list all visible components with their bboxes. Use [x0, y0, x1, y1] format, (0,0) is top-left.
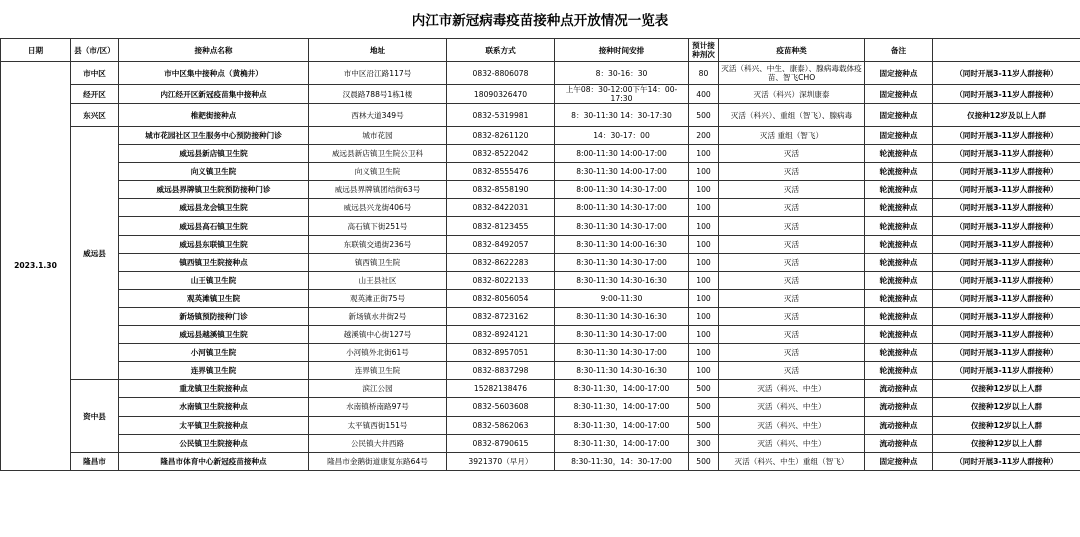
cell-hours: 8:00-11:30 14:30-17:00 — [555, 199, 689, 217]
table-row — [1, 307, 1080, 325]
date-cell: 2023.1.30 — [1, 62, 71, 471]
cell-vaccine: 灭活（科兴、中生） — [719, 434, 865, 452]
cell-address: 越溪镇中心街127号 — [309, 326, 447, 344]
county-cell: 隆昌市 — [71, 452, 119, 470]
page-title: 内江市新冠病毒疫苗接种点开放情况一览表 — [0, 0, 1080, 39]
cell-site: 向义镇卫生院 — [119, 163, 309, 181]
cell-hours: 8:30-11:30，14:00-17:00 — [555, 380, 689, 398]
cell-hours: 8:30-11:30，14:00-17:00 — [555, 416, 689, 434]
cell-capacity: 100 — [689, 181, 719, 199]
cell-contact: 0832-8492057 — [447, 235, 555, 253]
table-row — [1, 163, 1080, 181]
cell-note: 轮流接种点 — [865, 362, 933, 380]
cell-address: 东联镇交通街236号 — [309, 235, 447, 253]
cell-contact: 0832-8790615 — [447, 434, 555, 452]
cell-address: 小河镇外北街61号 — [309, 344, 447, 362]
cell-site: 小河镇卫生院 — [119, 344, 309, 362]
county-cell: 经开区 — [71, 85, 119, 104]
cell-address: 威远县新店镇卫生院公卫科 — [309, 145, 447, 163]
cell-hours: 8:00-11:30 14:30-17:00 — [555, 181, 689, 199]
table-row — [1, 85, 1080, 104]
cell-vaccine: 灭活 — [719, 271, 865, 289]
cell-site: 水南镇卫生院接种点 — [119, 398, 309, 416]
cell-note: 轮流接种点 — [865, 145, 933, 163]
cell-address: 水南镇桥南路97号 — [309, 398, 447, 416]
cell-vaccine: 灭活 — [719, 307, 865, 325]
table-row — [1, 416, 1080, 434]
cell-hours: 14：30-17：00 — [555, 127, 689, 145]
table-row — [1, 344, 1080, 362]
cell-extra: （同时开展3-11岁人群接种） — [933, 271, 1080, 289]
cell-hours: 9:00-11:30 — [555, 289, 689, 307]
cell-site: 市中区集中接种点（黄桷井） — [119, 62, 309, 85]
cell-note: 轮流接种点 — [865, 289, 933, 307]
cell-site: 威远县东联镇卫生院 — [119, 235, 309, 253]
cell-site: 太平镇卫生院接种点 — [119, 416, 309, 434]
cell-contact: 0832-8555476 — [447, 163, 555, 181]
cell-extra: （同时开展3-11岁人群接种） — [933, 452, 1080, 470]
cell-extra: 仅接种12岁以上人群 — [933, 434, 1080, 452]
header-capacity: 预计接种剂次 — [689, 39, 719, 62]
cell-capacity: 100 — [689, 271, 719, 289]
cell-address: 市中区沿江路117号 — [309, 62, 447, 85]
cell-note: 轮流接种点 — [865, 271, 933, 289]
header-date: 日期 — [1, 39, 71, 62]
cell-hours: 8:30-11:30，14:00-17:00 — [555, 434, 689, 452]
cell-site: 椎耙街接种点 — [119, 104, 309, 127]
cell-address: 隆昌市金鹅街道康复东路64号 — [309, 452, 447, 470]
cell-address: 威远县兴龙街406号 — [309, 199, 447, 217]
cell-address: 高石镇下街251号 — [309, 217, 447, 235]
cell-address: 新场镇水井街2号 — [309, 307, 447, 325]
header-vaccine: 疫苗种类 — [719, 39, 865, 62]
cell-address: 城市花园 — [309, 127, 447, 145]
cell-capacity: 100 — [689, 326, 719, 344]
cell-capacity: 100 — [689, 344, 719, 362]
cell-note: 轮流接种点 — [865, 326, 933, 344]
cell-note: 固定接种点 — [865, 104, 933, 127]
cell-contact: 0832-8622283 — [447, 253, 555, 271]
cell-site: 观英滩镇卫生院 — [119, 289, 309, 307]
cell-extra: （同时开展3-11岁人群接种） — [933, 127, 1080, 145]
table-row — [1, 271, 1080, 289]
cell-site: 隆昌市体育中心新冠疫苗接种点 — [119, 452, 309, 470]
table-row — [1, 199, 1080, 217]
cell-address: 太平镇西街151号 — [309, 416, 447, 434]
cell-hours: 8:30-11:30 14:00-16:30 — [555, 235, 689, 253]
cell-extra: （同时开展3-11岁人群接种） — [933, 253, 1080, 271]
cell-contact: 0832-8422031 — [447, 199, 555, 217]
cell-address: 滨江公园 — [309, 380, 447, 398]
cell-hours: 8:30-11:30 14:00-17:00 — [555, 163, 689, 181]
cell-capacity: 100 — [689, 289, 719, 307]
cell-extra: （同时开展3-11岁人群接种） — [933, 62, 1080, 85]
cell-vaccine: 灭活（科兴、中生） — [719, 398, 865, 416]
table-row — [1, 362, 1080, 380]
cell-extra: 仅接种12岁以上人群 — [933, 416, 1080, 434]
cell-address: 威远县界牌镇团结街63号 — [309, 181, 447, 199]
vaccination-sites-table — [0, 38, 1080, 471]
cell-capacity: 100 — [689, 253, 719, 271]
header-hours: 接种时间安排 — [555, 39, 689, 62]
cell-capacity: 80 — [689, 62, 719, 85]
cell-vaccine: 灭活 — [719, 217, 865, 235]
cell-vaccine: 灭活 重组（智飞） — [719, 127, 865, 145]
table-body — [1, 62, 1080, 471]
cell-address: 向义镇卫生院 — [309, 163, 447, 181]
cell-capacity: 500 — [689, 398, 719, 416]
cell-extra: （同时开展3-11岁人群接种） — [933, 326, 1080, 344]
cell-note: 流动接种点 — [865, 416, 933, 434]
cell-note: 固定接种点 — [865, 452, 933, 470]
cell-contact: 0832-8022133 — [447, 271, 555, 289]
cell-vaccine: 灭活（科兴、中生） — [719, 416, 865, 434]
cell-extra: （同时开展3-11岁人群接种） — [933, 145, 1080, 163]
cell-hours: 8:30-11:30 14:30-17:00 — [555, 253, 689, 271]
cell-address: 山王县社区 — [309, 271, 447, 289]
cell-note: 轮流接种点 — [865, 217, 933, 235]
cell-hours: 8：30-11:30 14：30-17:30 — [555, 104, 689, 127]
cell-capacity: 500 — [689, 104, 719, 127]
cell-site: 山王镇卫生院 — [119, 271, 309, 289]
cell-site: 公民镇卫生院接种点 — [119, 434, 309, 452]
cell-contact: 0832-5319981 — [447, 104, 555, 127]
cell-contact: 0832-8924121 — [447, 326, 555, 344]
cell-extra: （同时开展3-11岁人群接种） — [933, 163, 1080, 181]
cell-hours: 8:00-11:30 14:00-17:00 — [555, 145, 689, 163]
cell-vaccine: 灭活 — [719, 289, 865, 307]
cell-hours: 8:30-11:30 14:30-17:00 — [555, 217, 689, 235]
cell-site: 威远县新店镇卫生院 — [119, 145, 309, 163]
cell-vaccine: 灭活 — [719, 181, 865, 199]
cell-address: 汉晨路788号1栋1楼 — [309, 85, 447, 104]
cell-extra: （同时开展3-11岁人群接种） — [933, 217, 1080, 235]
cell-capacity: 200 — [689, 127, 719, 145]
cell-site: 重龙镇卫生院接种点 — [119, 380, 309, 398]
cell-contact: 0832-8123455 — [447, 217, 555, 235]
cell-site: 城市花园社区卫生服务中心预防接种门诊 — [119, 127, 309, 145]
cell-note: 轮流接种点 — [865, 307, 933, 325]
cell-vaccine: 灭活 — [719, 362, 865, 380]
cell-note: 轮流接种点 — [865, 163, 933, 181]
table-row — [1, 181, 1080, 199]
county-cell: 威远县 — [71, 127, 119, 380]
cell-contact: 0832-5603608 — [447, 398, 555, 416]
cell-vaccine: 灭活 — [719, 199, 865, 217]
cell-capacity: 100 — [689, 235, 719, 253]
table-row — [1, 326, 1080, 344]
table-row — [1, 235, 1080, 253]
table-row — [1, 217, 1080, 235]
cell-contact: 3921370（早月） — [447, 452, 555, 470]
cell-vaccine: 灭活（科兴）、重组（智飞）、腺病毒 — [719, 104, 865, 127]
cell-note: 固定接种点 — [865, 85, 933, 104]
cell-vaccine: 灭活（科兴）深圳康泰 — [719, 85, 865, 104]
cell-extra: （同时开展3-11岁人群接种） — [933, 181, 1080, 199]
cell-hours: 8:30-11:30 14:30-17:00 — [555, 344, 689, 362]
cell-capacity: 100 — [689, 217, 719, 235]
cell-capacity: 100 — [689, 362, 719, 380]
cell-capacity: 500 — [689, 452, 719, 470]
table-row — [1, 127, 1080, 145]
cell-contact: 0832-8837298 — [447, 362, 555, 380]
header-address: 地址 — [309, 39, 447, 62]
cell-vaccine: 灭活 — [719, 145, 865, 163]
cell-note: 流动接种点 — [865, 398, 933, 416]
table-row — [1, 434, 1080, 452]
cell-vaccine: 灭活 — [719, 235, 865, 253]
cell-site: 新场镇预防接种门诊 — [119, 307, 309, 325]
table-row — [1, 289, 1080, 307]
cell-note: 流动接种点 — [865, 380, 933, 398]
header-note: 备注 — [865, 39, 933, 62]
cell-extra: 仅接种12岁及以上人群 — [933, 104, 1080, 127]
cell-note: 轮流接种点 — [865, 235, 933, 253]
cell-hours: 8:30-11:30 14:30-16:30 — [555, 307, 689, 325]
cell-address: 西林大道349号 — [309, 104, 447, 127]
table-row — [1, 398, 1080, 416]
header-row — [1, 39, 1080, 62]
cell-note: 流动接种点 — [865, 434, 933, 452]
cell-vaccine: 灭活（科兴、中生）重组（智飞） — [719, 452, 865, 470]
cell-extra: （同时开展3-11岁人群接种） — [933, 307, 1080, 325]
cell-note: 轮流接种点 — [865, 199, 933, 217]
header-county: 县（市/区） — [71, 39, 119, 62]
cell-contact: 0832-8261120 — [447, 127, 555, 145]
cell-vaccine: 灭活 — [719, 253, 865, 271]
cell-address: 公民镇大井西路 — [309, 434, 447, 452]
county-cell: 东兴区 — [71, 104, 119, 127]
county-cell: 资中县 — [71, 380, 119, 452]
cell-note: 固定接种点 — [865, 62, 933, 85]
cell-vaccine: 灭活（科兴、中生、康泰）、腺病毒载体疫苗、智飞CHO — [719, 62, 865, 85]
table-row — [1, 62, 1080, 85]
cell-capacity: 100 — [689, 145, 719, 163]
cell-site: 威远县龙会镇卫生院 — [119, 199, 309, 217]
cell-contact: 0832-5862063 — [447, 416, 555, 434]
cell-vaccine: 灭活 — [719, 344, 865, 362]
cell-note: 固定接种点 — [865, 127, 933, 145]
cell-capacity: 100 — [689, 199, 719, 217]
cell-address: 镇西镇卫生院 — [309, 253, 447, 271]
cell-extra: （同时开展3-11岁人群接种） — [933, 235, 1080, 253]
cell-vaccine: 灭活 — [719, 163, 865, 181]
cell-note: 轮流接种点 — [865, 181, 933, 199]
cell-hours: 上午08：30-12:00下午14：00-17:30 — [555, 85, 689, 104]
table-row — [1, 253, 1080, 271]
cell-capacity: 500 — [689, 380, 719, 398]
cell-extra: （同时开展3-11岁人群接种） — [933, 199, 1080, 217]
cell-note: 轮流接种点 — [865, 344, 933, 362]
cell-site: 内江经开区新冠疫苗集中接种点 — [119, 85, 309, 104]
cell-contact: 0832-8723162 — [447, 307, 555, 325]
cell-capacity: 100 — [689, 163, 719, 181]
cell-capacity: 500 — [689, 416, 719, 434]
cell-hours: 8:30-11:30 14:30-16:30 — [555, 271, 689, 289]
cell-hours: 8:30-11:30，14：30-17:00 — [555, 452, 689, 470]
cell-capacity: 300 — [689, 434, 719, 452]
cell-extra: 仅接种12岁以上人群 — [933, 380, 1080, 398]
cell-site: 威远县高石镇卫生院 — [119, 217, 309, 235]
cell-site: 威远县界牌镇卫生院预防接种门诊 — [119, 181, 309, 199]
cell-address: 观英滩正街75号 — [309, 289, 447, 307]
header-site: 接种点名称 — [119, 39, 309, 62]
table-row — [1, 145, 1080, 163]
cell-extra: （同时开展3-11岁人群接种） — [933, 289, 1080, 307]
cell-address: 连界镇卫生院 — [309, 362, 447, 380]
cell-capacity: 100 — [689, 307, 719, 325]
cell-vaccine: 灭活 — [719, 326, 865, 344]
cell-extra: （同时开展3-11岁人群接种） — [933, 85, 1080, 104]
cell-contact: 0832-8558190 — [447, 181, 555, 199]
cell-contact: 0832-8806078 — [447, 62, 555, 85]
cell-vaccine: 灭活（科兴、中生） — [719, 380, 865, 398]
cell-extra: 仅接种12岁以上人群 — [933, 398, 1080, 416]
cell-hours: 8：30-16：30 — [555, 62, 689, 85]
header-extra — [933, 39, 1080, 62]
cell-contact: 18090326470 — [447, 85, 555, 104]
cell-note: 轮流接种点 — [865, 253, 933, 271]
table-row — [1, 380, 1080, 398]
cell-site: 连界镇卫生院 — [119, 362, 309, 380]
cell-contact: 0832-8957051 — [447, 344, 555, 362]
header-contact: 联系方式 — [447, 39, 555, 62]
cell-site: 威远县越溪镇卫生院 — [119, 326, 309, 344]
cell-extra: （同时开展3-11岁人群接种） — [933, 362, 1080, 380]
cell-site: 镇西镇卫生院接种点 — [119, 253, 309, 271]
table-row — [1, 104, 1080, 127]
cell-hours: 8:30-11:30 14:30-17:00 — [555, 326, 689, 344]
cell-extra: （同时开展3-11岁人群接种） — [933, 344, 1080, 362]
cell-contact: 15282138476 — [447, 380, 555, 398]
county-cell: 市中区 — [71, 62, 119, 85]
cell-hours: 8:30-11:30 14:30-16:30 — [555, 362, 689, 380]
cell-contact: 0832-8056054 — [447, 289, 555, 307]
cell-capacity: 400 — [689, 85, 719, 104]
cell-contact: 0832-8522042 — [447, 145, 555, 163]
table-row — [1, 452, 1080, 470]
cell-hours: 8:30-11:30，14:00-17:00 — [555, 398, 689, 416]
